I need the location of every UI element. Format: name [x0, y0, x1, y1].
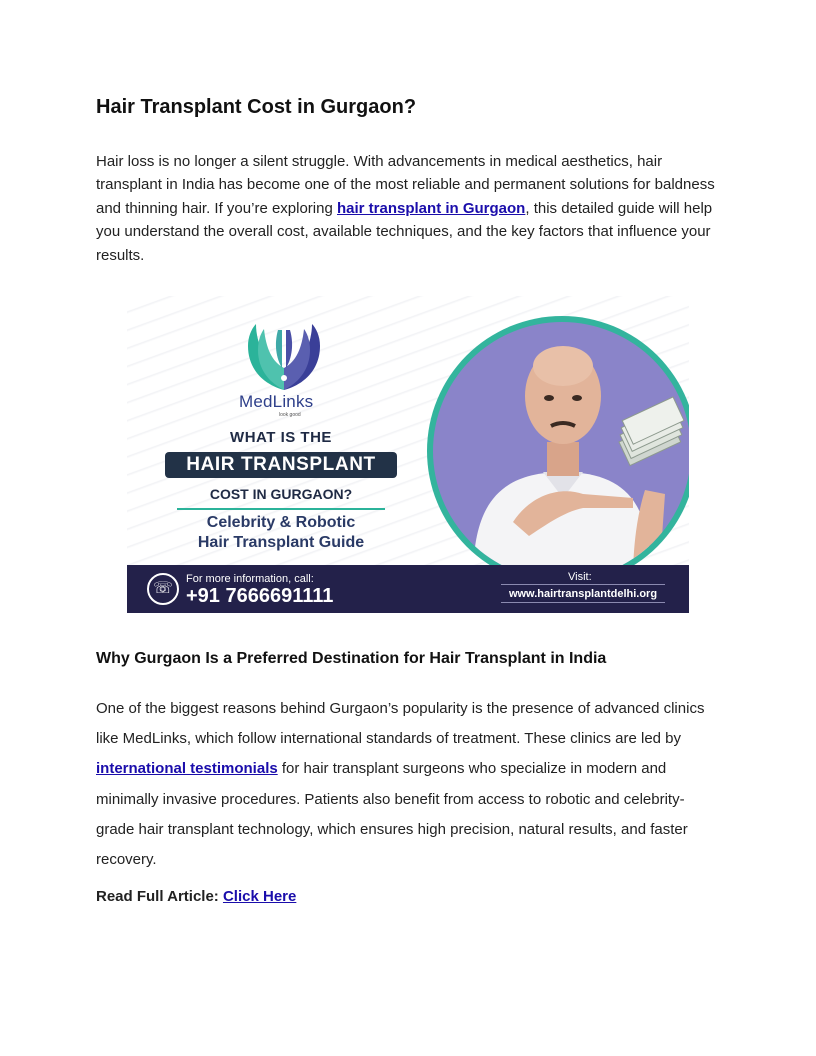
intro-paragraph — [96, 150, 720, 267]
section-paragraph — [96, 694, 720, 875]
intro-text-after: , this detailed guide will help you understand the overall cost, available techniques, and the key factors that influence your results. — [96, 199, 713, 264]
page-title: Hair Transplant Cost in Gurgaon? — [96, 96, 417, 118]
click-here-link[interactable]: Click Here — [222, 888, 297, 905]
banner-cost-heading: COST IN GURGAON? — [209, 486, 353, 502]
hair-transplant-gurgaon-link[interactable]: hair transplant in Gurgaon — [337, 199, 526, 217]
url-divider-bottom — [501, 602, 665, 603]
banner-hair-transplant-pill: HAIR TRANSPLANT — [165, 452, 397, 478]
brand-name: MedLinks — [239, 392, 314, 411]
banner-guide-text — [165, 513, 397, 553]
website-url: www.hairtransplantdelhi.org — [508, 588, 658, 600]
banner-guide-line2: Hair Transplant Guide — [197, 534, 365, 551]
banner-what-is-the: WHAT IS THE — [230, 429, 332, 446]
contact-bar — [127, 565, 689, 613]
medlinks-logo-icon — [242, 324, 326, 392]
url-divider-top — [501, 584, 665, 585]
visit-label: Visit: — [568, 571, 592, 583]
brand-tagline: look good — [279, 412, 301, 418]
man-holding-money-illustration-icon — [433, 322, 689, 580]
phone-number: +91 7666691111 — [186, 585, 334, 607]
banner-divider — [177, 508, 385, 510]
read-full-article-label: Read Full Article: — [96, 888, 223, 905]
banner-guide-line1: Celebrity & Robotic — [206, 514, 356, 531]
read-full-article — [96, 888, 296, 905]
promo-banner-image — [127, 296, 689, 613]
section-heading: Why Gurgaon Is a Preferred Destination for Hair Transplant in India — [96, 650, 607, 667]
section-text-after: for hair transplant surgeons who specialize in modern and minimally invasive procedures. Patients also benefit from access to robotic and celebrity-grade hair transplant technology, which ensures high precision, natural results, and faster recovery. — [96, 760, 688, 869]
phone-icon: ☏ — [147, 573, 179, 605]
intro-text-before: Hair loss is no longer a silent struggle. With advancements in medical aesthetics, hair transplant in India has become one of the most reliable and permanent solutions for baldness and thinning hair. If you’re exploring — [96, 153, 715, 217]
person-photo — [433, 322, 689, 580]
international-testimonials-link[interactable]: international testimonials — [96, 760, 278, 778]
section-text-before: One of the biggest reasons behind Gurgaon’s popularity is the presence of advanced clinics like MedLinks, which follow international standards of treatment. These clinics are led by — [96, 700, 705, 748]
call-label: For more information, call: — [186, 573, 314, 585]
